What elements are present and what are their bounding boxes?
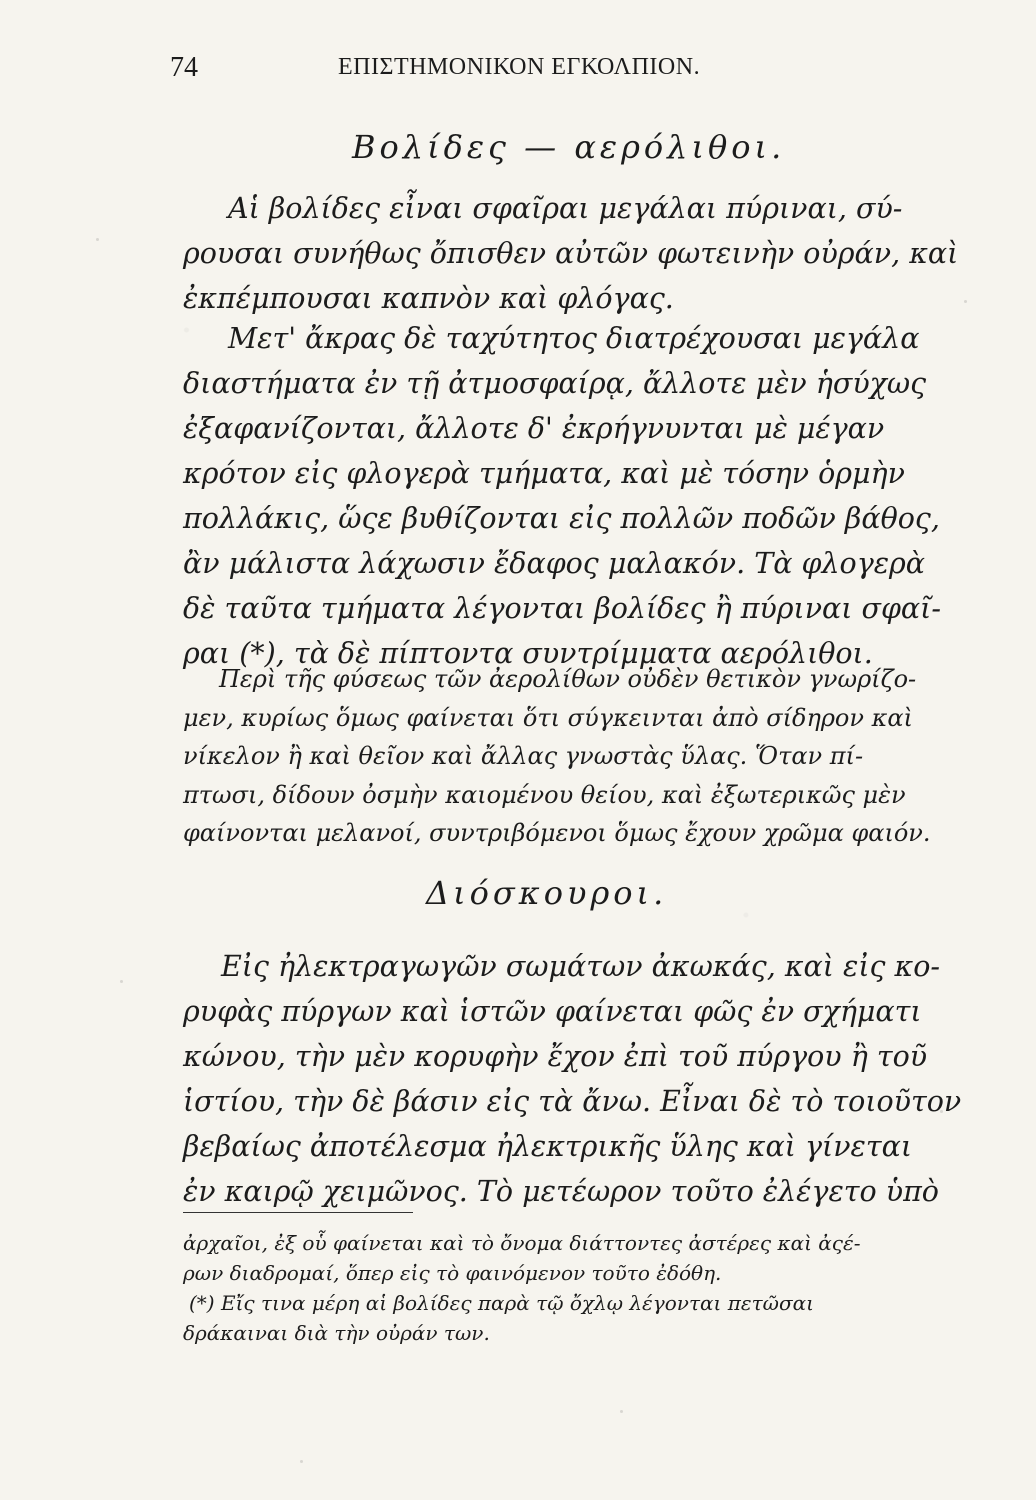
- text-line: φαίνονται μελανοί, συντριβόμενοι ὅμως ἔχουν χρῶμα φαιόν.: [183, 819, 931, 847]
- text-line: ραι (*), τὰ δὲ πίπτοντα συντρίμματα αερόλιθοι.: [183, 637, 873, 670]
- text-line: ἂν μάλιστα λάχωσιν ἔδαφος μαλακόν. Τὰ φλογερὰ: [183, 547, 926, 580]
- paper-speck: [964, 300, 967, 303]
- paragraph-bolides-motion: [183, 316, 941, 676]
- text-line: ρυφὰς πύργων καὶ ἱστῶν φαίνεται φῶς ἐν σχήματι: [183, 995, 922, 1028]
- text-line: Μετ' ἄκρας δὲ ταχύτητος διατρέχουσαι μεγάλα: [228, 322, 920, 355]
- text-line: Περὶ τῆς φύσεως τῶν ἀερολίθων οὐδὲν θετικὸν γνωρίζο-: [219, 665, 917, 693]
- text-line: κώνου, τὴν μὲν κορυφὴν ἔχον ἐπὶ τοῦ πύργου ἢ τοῦ: [183, 1040, 928, 1073]
- running-head: ΕΠΙΣΤΗΜΟΝΙΚΟΝ ΕΓΚΟΛΠΙΟΝ.: [338, 54, 701, 80]
- text-line: ἐκπέμπουσαι καπνὸν καὶ φλόγας.: [183, 282, 674, 315]
- text-line: ἐξαφανίζονται, ἄλλοτε δ' ἐκρήγνυνται μὲ μέγαν: [183, 412, 885, 445]
- paragraph-dioskouroi: [183, 944, 962, 1214]
- page-number: 74: [170, 52, 198, 83]
- text-line: ρουσαι συνήθως ὄπισθεν αὐτῶν φωτεινὴν οὐράν, καὶ: [183, 237, 959, 270]
- section-heading-bolides: Βολίδες — αερόλιθοι.: [352, 128, 786, 166]
- paper-speck: [120, 980, 123, 983]
- footnote-line: ἀρχαῖοι, ἐξ οὗ φαίνεται καὶ τὸ ὄνομα διάττοντες ἀστέρες καὶ ἀςέ-: [183, 1231, 861, 1255]
- section-heading-dioskouroi: Διόσκουροι.: [426, 874, 668, 912]
- text-line: βεβαίως ἀποτέλεσμα ἠλεκτρικῆς ὕλης καὶ γίνεται: [183, 1130, 913, 1163]
- paragraph-aerolites-nature: [183, 660, 931, 853]
- text-line: ἱστίου, τὴν δὲ βάσιν εἰς τὰ ἄνω. Εἶναι δὲ τὸ τοιοῦτον: [183, 1085, 962, 1118]
- text-line: πτωσι, δίδουν ὀσμὴν καιομένου θείου, καὶ ἐξωτερικῶς μὲν: [183, 780, 906, 809]
- page-header: [170, 52, 870, 92]
- text-line: δὲ ταῦτα τμήματα λέγονται βολίδες ἢ πύριναι σφαῖ-: [183, 592, 941, 625]
- paper-speck: [940, 1110, 943, 1113]
- text-line: πολλάκις, ὥςε βυθίζονται εἰς πολλῶν ποδῶν βάθος,: [183, 502, 940, 535]
- text-line: Αἱ βολίδες εἶναι σφαῖραι μεγάλαι πύριναι, σύ-: [228, 192, 903, 225]
- text-line: διαστήματα ἐν τῇ ἀτμοσφαίρᾳ, ἄλλοτε μὲν ἡσύχως: [183, 367, 927, 400]
- text-line: μεν, κυρίως ὅμως φαίνεται ὅτι σύγκεινται ἀπὸ σίδηρον καὶ: [183, 703, 913, 732]
- footnote-line: (*) Εἴς τινα μέρη αἱ βολίδες παρὰ τῷ ὄχλῳ λέγονται πετῶσαι: [189, 1291, 814, 1315]
- footnotes: [183, 1228, 905, 1348]
- paper-speck: [300, 1460, 303, 1463]
- paper-speck: [620, 1410, 623, 1413]
- text-line: ἐν καιρῷ χειμῶνος. Τὸ μετέωρον τοῦτο ἐλέγετο ὑπὸ: [183, 1175, 939, 1208]
- text-line: κρότον εἰς φλογερὰ τμήματα, καὶ μὲ τόσην ὁρμὴν: [183, 457, 905, 490]
- paper-speck: [96, 238, 99, 241]
- text-line: Εἰς ἠλεκτραγωγῶν σωμάτων ἀκωκάς, καὶ εἰς κο-: [221, 950, 940, 983]
- footnote-line: ρων διαδρομαί, ὅπερ εἰς τὸ φαινόμενον τοῦτο ἐδόθη.: [183, 1261, 722, 1285]
- footnote-line: δράκαιναι διὰ τὴν οὐράν των.: [183, 1321, 490, 1345]
- paragraph-bolides-definition: [183, 186, 959, 321]
- footnote-divider: [183, 1212, 413, 1213]
- text-line: νίκελον ἢ καὶ θεῖον καὶ ἄλλας γνωστὰς ὕλας. Ὅταν πί-: [183, 742, 864, 770]
